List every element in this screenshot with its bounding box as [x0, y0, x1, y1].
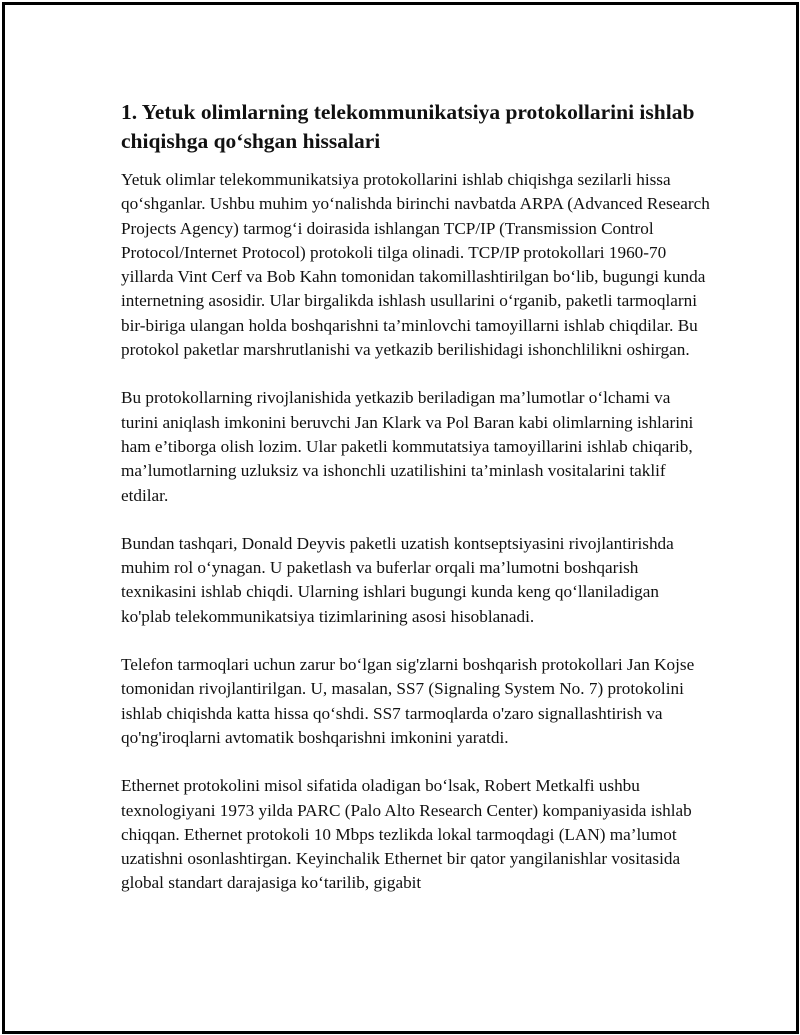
page-frame	[2, 2, 799, 1034]
paragraph-donald-davies: Bundan tashqari, Donald Deyvis paketli uzatish kontseptsiyasini rivojlantirishda muhim rol o‘ynagan. U paketlash va buferlar orqali ma’lumotni boshqarish texnikasini ishlab chiqdi. Ularning ishlari bugungi kunda keng qo‘llaniladigan ko'plab telekommunikatsiya tizimlarining asosi hisoblanadi.	[121, 533, 674, 626]
section-heading: 1. Yetuk olimlarning telekommunikatsiya protokollarini ishlab chiqishga qo‘shgan hissalari	[121, 100, 695, 153]
document-body	[121, 98, 711, 920]
paragraph-ethernet: Ethernet protokolini misol sifatida oladigan bo‘lsak, Robert Metkalfi ushbu texnologiyani 1973 yilda PARC (Palo Alto Research Center) kompaniyasida ishlab chiqqan. Ethernet protokoli 10 Mbps tezlikda lokal tarmoqdagi (LAN) ma’lumot uzatishni osonlashtirgan. Keyinchalik Ethernet bir qator yangilanishlar vositasida global standart darajasiga ko‘tarilib, gigabit	[121, 776, 692, 893]
paragraph-packet-switching: Bu protokollarning rivojlanishida yetkazib beriladigan ma’lumotlar o‘lchami va turini aniqlash imkonini beruvchi Jan Klark va Pol Baran kabi olimlarning ishlarini ham e’tiborga olish lozim. Ular paketli kommutatsiya tamoyillarini ishlab chiqarib, ma’lumotlarning uzluksiz va ishonchli uzatilishini ta’minlash vositalarini taklif etdilar.	[121, 388, 694, 505]
paragraph-ss7: Telefon tarmoqlari uchun zarur bo‘lgan sig'zlarni boshqarish protokollari Jan Kojse tomonidan rivojlantirilgan. U, masalan, SS7 (Signaling System No. 7) protokolini ishlab chiqishda katta hissa qo‘shdi. SS7 tarmoqlarda o'zaro signallashtirish va qo'ng'iroqlarni avtomatik boshqarishni imkonini yaratdi.	[121, 655, 695, 747]
paragraph-tcp-ip: Yetuk olimlar telekommunikatsiya protokollarini ishlab chiqishga sezilarli hissa qo‘shganlar. Ushbu muhim yo‘nalishda birinchi navbatda ARPA (Advanced Research Projects Agency) tarmog‘i doirasida ishlangan TCP/IP (Transmission Control Protocol/Internet Protocol) protokoli tilga olinadi. TCP/IP protokollari 1960-70 yillarda Vint Cerf va Bob Kahn tomonidan takomillashtirilgan bo‘lib, bugungi kunda internetning asosidir. Ular birgalikda ishlash usullarini o‘rganib, paketli tarmoqlarni bir-biriga ulangan holda boshqarishni ta’minlovchi tamoyillarni ishlab chiqdilar. Bu protokol paketlar marshrutlanishi va yetkazib berilishidagi ishonchlilikni oshirgan.	[121, 170, 710, 360]
